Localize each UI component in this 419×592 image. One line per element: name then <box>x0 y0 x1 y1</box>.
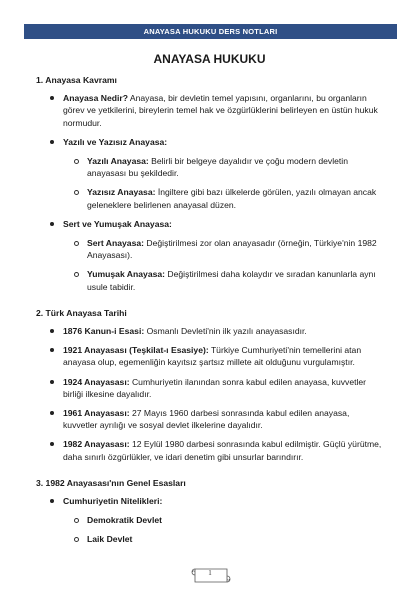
list-item <box>49 438 386 462</box>
term-label: 1876 Kanun-i Esasi: <box>63 326 145 337</box>
sub-list-item <box>73 155 386 179</box>
sub-list <box>63 155 386 211</box>
term-label: Yazısız Anayasa: <box>87 187 156 198</box>
term-text: 27 Mayıs 1960 darbesi sonrasında kabul edilen anayasa, kuvvetler ayrılığı ve sosyal devlet ilkelerine dayalıdır. <box>63 408 350 431</box>
document-title: ANAYASA HUKUKU <box>153 52 266 66</box>
term-label: Yazılı Anayasa: <box>87 156 149 167</box>
sub-list-item <box>73 514 386 526</box>
term-label: Sert ve Yumuşak Anayasa: <box>63 218 172 229</box>
term-text: Belirli bir belgeye dayalıdır ve çoğu modern devletin anayasası bu şekildedir. <box>87 156 348 179</box>
term-label: Anayasa Nedir? <box>63 93 128 104</box>
term-text: 12 Eylül 1980 darbesi sonrasında kabul edilmiştir. Güçlü yürütme, daha sınırlı özgürlükler, ve idari denetim gibi unsurlar barındırır. <box>63 439 382 462</box>
term-text: Anayasa, bir devletin temel yapısını, organlarını, bu organların görev ve yetkilerini, bireylerin temel hak ve özgürlüklerini belirleyen en üstün hukuk normudur. <box>63 93 378 128</box>
list-item <box>49 136 386 211</box>
page-number-scroll <box>189 566 231 585</box>
list-item <box>49 325 386 337</box>
sub-list-item <box>73 268 386 292</box>
section2-list <box>36 325 386 463</box>
section3-list <box>36 495 386 546</box>
term-label: Laik Devlet <box>87 534 133 545</box>
term-text: Osmanlı Devleti'nin ilk yazılı anayasasıdır. <box>146 326 307 337</box>
page-number: 1 <box>208 569 212 577</box>
term-text: Cumhuriyetin ilanından sonra kabul edilen anayasa, kuvvetler birliği ilkesine dayalıdır. <box>63 376 367 399</box>
term-text: İngiltere gibi bazı ülkelerde görülen, yazılı olmayan ancak geleneklere belirlenen anayasal düzen. <box>87 187 377 210</box>
section-heading-turk-anayasa-tarihi: 2. Türk Anayasa Tarihi <box>36 307 127 318</box>
term-label: Cumhuriyetin Nitelikleri: <box>63 496 163 507</box>
list-item <box>49 376 386 400</box>
sub-list-item <box>73 237 386 261</box>
section-heading-anayasa-kavrami: 1. Anayasa Kavramı <box>36 75 117 85</box>
sub-list <box>63 237 386 293</box>
term-label: Demokratik Devlet <box>87 515 162 526</box>
sub-list-item <box>73 186 386 210</box>
list-item <box>49 344 386 368</box>
section1-list <box>36 92 386 293</box>
header-band <box>24 24 397 39</box>
list-item <box>49 407 386 431</box>
sub-list <box>63 514 386 545</box>
term-text: Değiştirilmesi zor olan anayasadır (örneğin, Türkiye'nin 1982 Anayasası). <box>87 238 377 261</box>
header-band-title: ANAYASA HUKUKU DERS NOTLARI <box>143 27 278 36</box>
term-label: 1924 Anayasası: <box>63 376 130 387</box>
term-label: Sert Anayasa: <box>87 238 145 249</box>
term-label: Yazılı ve Yazısız Anayasa: <box>63 136 168 147</box>
term-label: 1982 Anayasası: <box>63 439 130 450</box>
term-label: Yumuşak Anayasa: <box>87 269 166 280</box>
term-text: Türkiye Cumhuriyeti'nin temellerini atan anayasa olup, egemenliğin kayıtsız şartsız millete ait olduğunu vurgulamıştır. <box>63 345 362 368</box>
list-item <box>49 495 386 546</box>
term-label: 1921 Anayasası (Teşkilat-ı Esasiye): <box>63 345 209 356</box>
term-label: 1961 Anayasası: <box>63 408 130 419</box>
list-item <box>49 218 386 293</box>
sub-list-item <box>73 533 386 545</box>
term-text: Değiştirilmesi daha kolaydır ve sıradan kanunlarla aynı usule tabidir. <box>87 269 376 292</box>
section-heading-genel-esaslar: 3. 1982 Anayasası'nın Genel Esasları <box>36 477 186 488</box>
list-item <box>49 92 386 129</box>
document-content <box>36 74 386 553</box>
